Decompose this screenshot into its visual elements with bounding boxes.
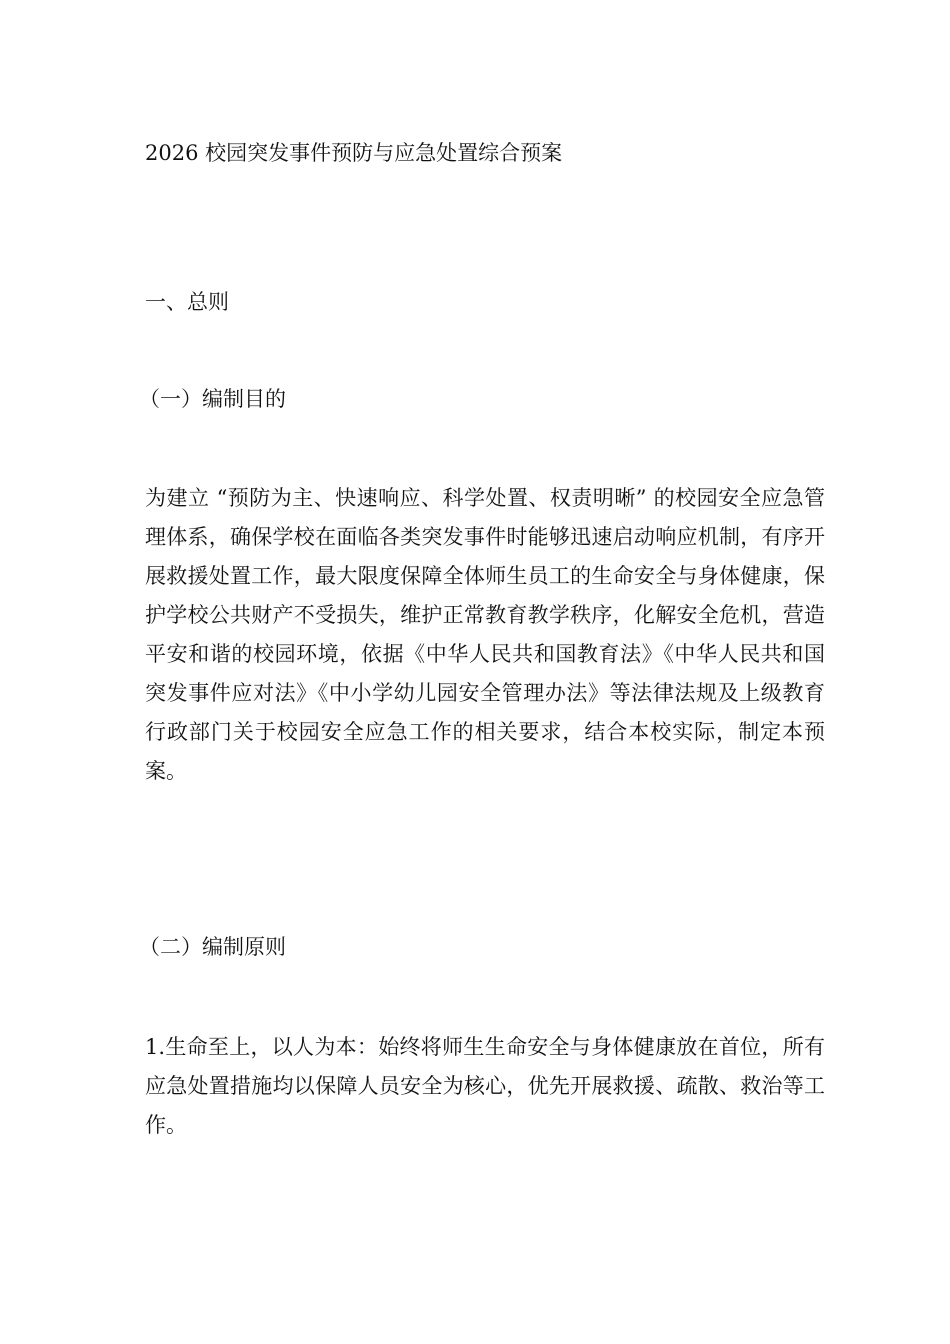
section-heading-general-provisions: 一、总则 [145, 290, 229, 314]
subsection-heading-principles: （二）编制原则 [139, 935, 286, 959]
document-title: 2026 校园突发事件预防与应急处置综合预案 [145, 141, 563, 165]
subsection-heading-purpose: （一）编制目的 [139, 387, 286, 411]
purpose-paragraph: 为建立 “预防为主、快速响应、科学处置、权责明晰” 的校园安全应急管理体系，确保学校在面临各类突发事件时能够迅速启动响应机制，有序开展救援处置工作，最大限度保障全体师生员工的生命安全与身体健康，保护学校公共财产不受损失，维护正常教育教学秩序，化解安全危机，营造平安和谐的校园环境，依据《中华人民共和国教育法》《中华人民共和国突发事件应对法》《中小学幼儿园安全管理办法》等法律法规及上级教育行政部门关于校园安全应急工作的相关要求，结合本校实际，制定本预案。 [145, 486, 825, 783]
principle-paragraph-1: 1.生命至上，以人为本：始终将师生生命安全与身体健康放在首位，所有应急处置措施均以保障人员安全为核心，优先开展救援、疏散、救治等工作。 [145, 1035, 825, 1137]
